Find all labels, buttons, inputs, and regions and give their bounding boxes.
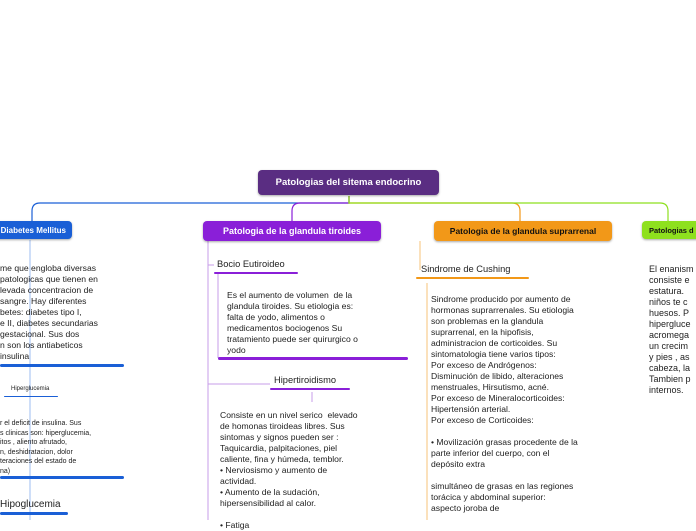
hiperglucemia-underline bbox=[4, 396, 58, 397]
bocio-label[interactable]: Bocio Eutiroideo bbox=[217, 259, 285, 269]
bocio-text-underline bbox=[218, 357, 408, 360]
hipertiroidismo-label[interactable]: Hipertiroidismo bbox=[274, 375, 336, 385]
hipoglucemia-label[interactable]: Hipoglucemia bbox=[0, 499, 61, 510]
hiperglucemia-description: r el deficit de insulina. Sus s clinicas son: hiperglucemia, itos , aliento afrutado, n, deshidratacion, dolor teraciones del estado de na) bbox=[0, 420, 92, 475]
branch-suprarrenal[interactable] bbox=[434, 221, 612, 241]
cushing-label[interactable]: Sindrome de Cushing bbox=[421, 264, 511, 274]
cushing-description: Sindrome producido por aumento de hormonas suprarrenales. Su etiologia son problemas en la glandula suprarrenal, en la hipofisis, administracion de corticoides. Su sintomatologia tiene varios tipos: Por exceso de Andrógenos: Disminución de libido, alteraciones menstruales, Hirsutismo, acné. Por exceso de Mineralocorticoides: Hipertensión arterial. Por exceso de Corticoides: • Movilización grasas procedente de la parte inferior del cuerpo, con el depósito extra simultáneo de grasas en las regiones torácica y abdominal superior: aspecto joroba de bbox=[431, 294, 578, 513]
branch-tiroides-label: Patologia de la glandula tiroides bbox=[222, 226, 362, 236]
branch-patologias-label: Patologias d bbox=[649, 225, 694, 235]
branch-suprarrenal-label: Patologia de la glandula suprarrenal bbox=[449, 226, 597, 236]
branch-diabetes[interactable] bbox=[0, 221, 72, 239]
bocio-underline bbox=[214, 272, 298, 274]
hiperglucemia-text-underline bbox=[0, 476, 124, 479]
hipoglucemia-underline bbox=[0, 512, 68, 515]
cushing-underline bbox=[416, 277, 529, 279]
branch-patologias[interactable] bbox=[642, 221, 696, 239]
diabetes-description: me que engloba diversas patologicas que tienen en levada concentracion de sangre. Hay diferentes betes: diabetes tipo I, e II, diabetes secundarias gestacional. Sus dos n son los antiabeticos insulina bbox=[0, 263, 98, 361]
branch-tiroides[interactable] bbox=[203, 221, 381, 241]
branch-diabetes-label: Diabetes Mellitus bbox=[0, 225, 66, 235]
bocio-description: Es el aumento de volumen de la glandula tiroides. Su etiologia es: falta de yodo, alimentos o medicamentos bociogenos Su tratamiento puede ser quirurgico o yodo bbox=[227, 290, 358, 355]
hipertiroidismo-description: Consiste en un nivel serico elevado de homonas tiroideas libres. Sus sintomas y signos pueden ser : Taquicardia, palpitaciones, piel caliente, fina y húmeda, temblor. • Nerviosismo y aumento de actividad. • Aumento de la sudación, hipersensibilidad al calor. • Fatiga bbox=[220, 410, 358, 530]
hipertiroidismo-underline bbox=[270, 388, 350, 390]
patologias-description: El enanism consiste e estatura. niños te c huesos. P hipergluce acromega un crecim y pies , as cabeza, la Tambien p internos. bbox=[649, 264, 694, 395]
diabetes-underline bbox=[0, 364, 124, 367]
central-topic[interactable] bbox=[258, 170, 439, 195]
central-topic-label: Patologias del sitema endocrino bbox=[275, 177, 422, 188]
hiperglucemia-label[interactable]: Hiperglucemia bbox=[11, 386, 50, 392]
